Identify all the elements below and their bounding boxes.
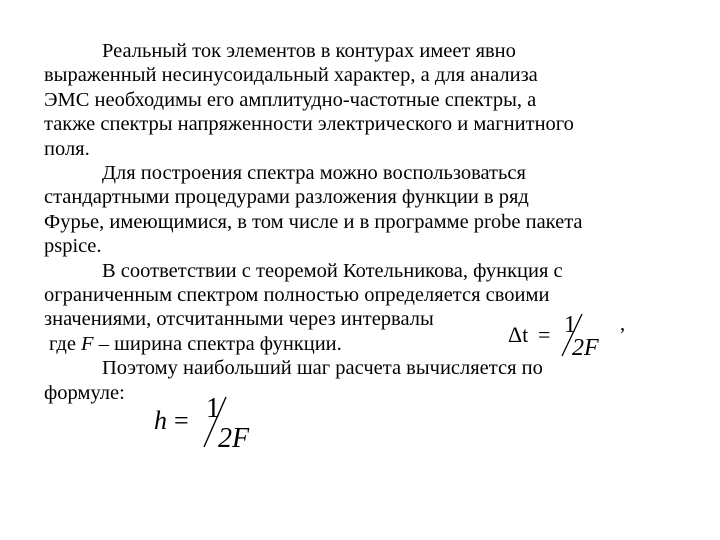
text-line: Реальный ток элементов в контурах имеет явно [102, 40, 516, 62]
formula-equals: = [538, 322, 551, 347]
paragraph-1 [44, 39, 684, 161]
paragraph-4 [44, 356, 684, 405]
formula-numerator: 1 [206, 393, 220, 424]
formula-trailing-comma: , [620, 313, 626, 335]
text-line: ЭМС необходимы его амплитудно-частотные спектры, а [44, 88, 537, 111]
formula-denominator: 2F [218, 423, 250, 454]
variable-F: F [81, 332, 94, 355]
text-line: формуле: [44, 381, 125, 404]
formula-lhs: Δt [508, 322, 529, 347]
text-line: значениями, отсчитанными через интервалы [44, 308, 434, 331]
text-line: Для построения спектра можно воспользоваться [102, 162, 526, 185]
text-line: Фурье, имеющимися, в том числе и в программе probe пакета [44, 210, 583, 233]
formula-numerator: 1 [564, 312, 576, 338]
paragraph-2 [44, 161, 684, 259]
text-line: pspice. [44, 235, 102, 258]
formula-equals: = [174, 406, 189, 435]
text-line: В соответствии с теоремой Котельникова, функция с [102, 259, 563, 282]
text-line: выраженный несинусоидальный характер, а для анализа [44, 64, 538, 87]
text-line: ограниченным спектром полностью определяется своими [44, 284, 550, 307]
text-line: поля. [44, 137, 90, 160]
formula-denominator: 2F [572, 335, 599, 361]
step-formula [152, 393, 272, 453]
text-line: стандартными процедурами разложения функции в ряд [44, 186, 529, 209]
text-line: также спектры напряженности электрического и магнитного [44, 113, 574, 136]
interval-formula [506, 312, 616, 362]
formula-lhs: h [154, 406, 167, 435]
text-line: Поэтому наибольший шаг расчета вычисляется по [102, 357, 543, 380]
where-prefix: где [49, 332, 82, 355]
where-rest: – ширина спектра функции. [93, 332, 342, 355]
